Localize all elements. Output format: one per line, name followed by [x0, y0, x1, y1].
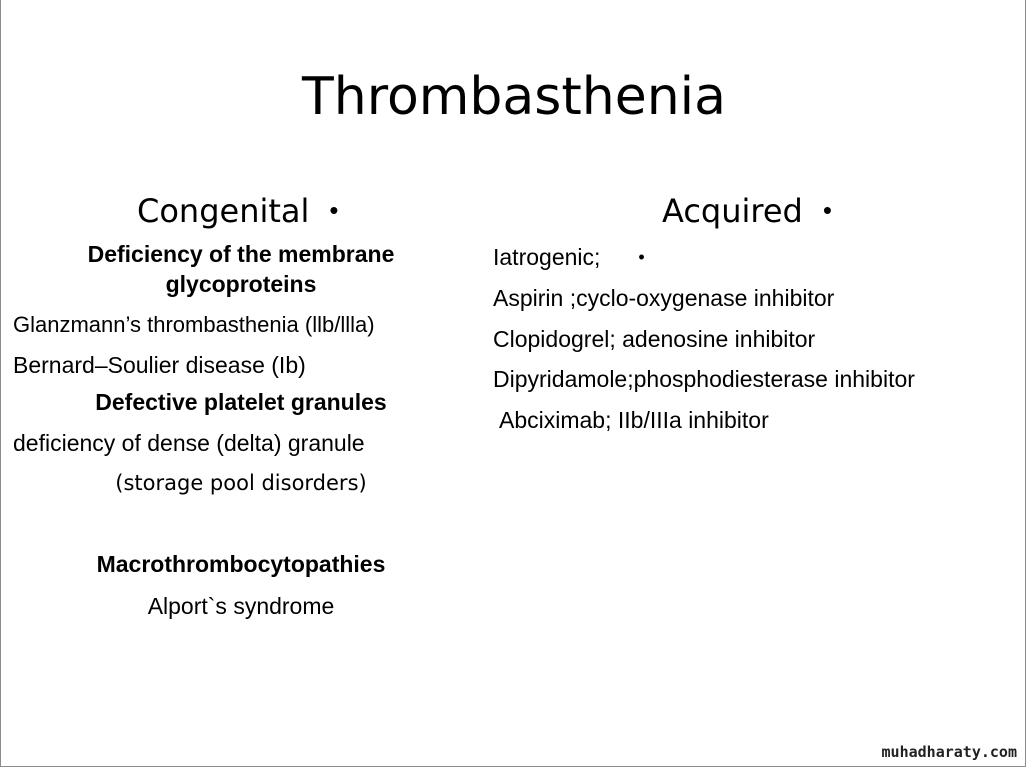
aspirin-line: Aspirin ;cyclo-oxygenase inhibitor: [493, 285, 835, 311]
congenital-heading: [137, 188, 339, 233]
acquired-bullet-icon: •: [822, 195, 832, 225]
defective-granules-heading: Defective platelet granules: [95, 389, 387, 415]
clopidogrel-line: Clopidogrel; adenosine inhibitor: [493, 326, 816, 352]
membrane-glycoprotein-deficiency-heading-cont: glycoproteins: [165, 271, 317, 297]
membrane-glycoprotein-deficiency-heading: Deficiency of the membrane: [87, 241, 395, 267]
iatrogenic-line: [493, 242, 645, 272]
congenital-heading-text: Congenital: [137, 192, 310, 230]
storage-pool-line: (storage pool disorders): [115, 471, 367, 495]
abciximab-line: Abciximab; IIb/IIIa inhibitor: [499, 407, 769, 433]
iatrogenic-bullet-icon: •: [638, 247, 645, 267]
congenital-bullet-icon: •: [329, 195, 339, 225]
acquired-heading: [662, 188, 832, 233]
watermark: muhadharaty.com: [881, 743, 1017, 761]
dense-granule-line: deficiency of dense (delta) granule: [13, 430, 365, 456]
glanzmann-line: Glanzmann’s thrombasthenia (llb/llla): [13, 312, 375, 337]
macrothrombocytopathies-heading: Macrothrombocytopathies: [96, 551, 386, 577]
acquired-heading-text: Acquired: [662, 192, 803, 230]
alport-line: Alport`s syndrome: [147, 593, 335, 619]
slide-title: Thrombasthenia: [302, 67, 726, 127]
bernard-soulier-line: Bernard–Soulier disease (Ib): [13, 352, 306, 378]
dipyridamole-line: Dipyridamole;phosphodiesterase inhibitor: [493, 366, 915, 392]
iatrogenic-text: Iatrogenic;: [493, 244, 601, 270]
